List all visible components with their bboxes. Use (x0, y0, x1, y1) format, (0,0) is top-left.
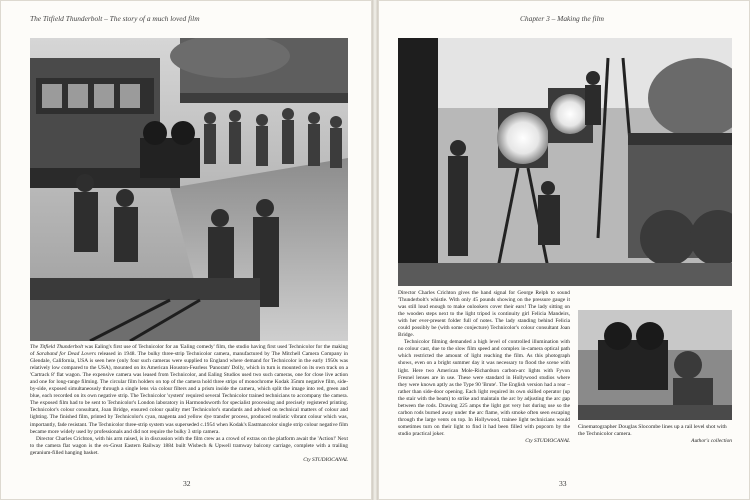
technicolor-lighting-paragraph: Technicolor filming demanded a high level of controlled illumination with no colour cast, due to the slow film speed and complex in-camera optical path which restricted the amount of light reaching the film. As this photograph shows, even on a bright summer day it was necessary to flood the scene with light. Here two American Mole-Richardson carbon-arc lights with Fyvon Fresnel lenses are in use. These were standard in Hollywood studios where they were known aptly as the Type 90 'Brute'. The English version had a rear – rather than side-door opening. Each light required its own skilled operator (up the stair with the beam) to strike and maintain the arc by adjusting the arc gap between the rods. Drawing 225 amps the light got very hot during use so the carbon rods burned away under the arc flame, with smoke often seen escaping through the large vents on top. In Hollywood, trainee light technicians would sometimes turn on their light to find it had been filled with popcorn by the studio practical joker. (398, 339, 570, 437)
left-caption-block (30, 344, 348, 464)
slocombe-photo (578, 310, 732, 420)
technicolor-caption (30, 344, 348, 436)
caption-film-reference: Saraband for Dead Lovers (36, 351, 96, 358)
arc-lights-photo (398, 38, 732, 286)
slocombe-credit: Author's collection (691, 438, 732, 445)
camera-flatwagon-photo (30, 38, 348, 341)
slocombe-caption-block (578, 424, 732, 446)
slocombe-image (578, 310, 732, 420)
right-running-head: Chapter 3 – Making the film (520, 14, 604, 23)
left-photo-credit: Cty STUDIOCANAL (303, 456, 348, 463)
camera-flatwagon-image (30, 38, 348, 341)
left-running-head: The Titfield Thunderbolt – The story of a much loved film (30, 14, 200, 23)
right-page-number: 33 (559, 479, 567, 488)
slocombe-caption: Cinematographer Douglas Slocombe lines up a rail level shot with the Technicolor camera. (578, 424, 727, 438)
arc-lamp-left (497, 108, 549, 168)
right-page (378, 0, 750, 500)
right-photo-credit: Cty STUDIOCANAL (525, 437, 570, 444)
whistle-paragraph: Director Charles Crichton gives the hand signal for George Relph to sound 'Thunderbolt's whistle. With only 45 pounds showing on the pressure gauge it was still loud enough to make onlookers cover their ears! The lady sitting on the wooden steps next to the light tripod is continuity girl Felicia Mandeirs, with her ever-present folder full of notes. The lady standing behind Felicia could possibly be (with some conjecture) Technicolor's colour consultant Joan Bridge. (398, 290, 570, 339)
left-page (0, 0, 372, 500)
caption-film-title: The Titfield Thunderbolt (30, 344, 84, 350)
director-caption: Director Charles Crichton, with his arm raised, is in discussion with the film crew as a crowd of extras on the platform await the 'Action!' Next to the camera flat wagon is the ex-Great Eastern Railway 1884 built Wisbech & Upwell tramway balcony carriage, complete with a trailing geranium-filled hanging basket. (30, 435, 348, 456)
caption-intro: was Ealing's first use of Technicolor for an 'Ealing comedy' film, the studio having first used Technicolor for the making of (30, 344, 348, 358)
left-page-number: 32 (183, 479, 191, 488)
arc-lights-image (398, 38, 732, 286)
caption-body: released in 1948. The bulky three-strip Technicolor camera, manufactured by The Mitchell Camera Company in Glendale, California, USA is seen here (only four such cameras were supplied to England where demand for Technicolor in the early 1950s was relatively low compared to the USA), mounted on its American Houston-Fearless 'Panoram' Dolly, which in turn is mounted on its own track on a 'Cartrack 8' flat wagon. The expensive camera was leased from Technicolor, and Ealing Studios used two such cameras, one for close live action and one for long-range filming. The circular film holders on top of the camera hold three strips of monochrome Kodak 35mm negative film, side-by-side, exposed simultaneously through a single lens via colour filters and a prism inside the camera, which split the image into red, green and blue, each recorded on its own negative strip. The Technicolor 'system' required several Technicolor trained technicians to accompany the camera. The exposed film had to be sent to Technicolor's London laboratory in Harmondsworth for specialist processing and precisely registered printing. Technicolor's colour consultant, Joan Bridge, ensured colour quality met Technicolor's standards and advised on technical matters of colour and lighting. The finished film, printed by Technicolor's cyan, magenta and yellow dye transfer process, produced realistic vibrant colour which was, importantly, fade resistant. The Technicolor three-strip system was superseded c.1954 when Kodak's Eastmancolor single strip colour negative film became more widely used by professionals and did not require the bulky 3 strip camera. (30, 351, 349, 435)
right-body-text (398, 290, 570, 445)
